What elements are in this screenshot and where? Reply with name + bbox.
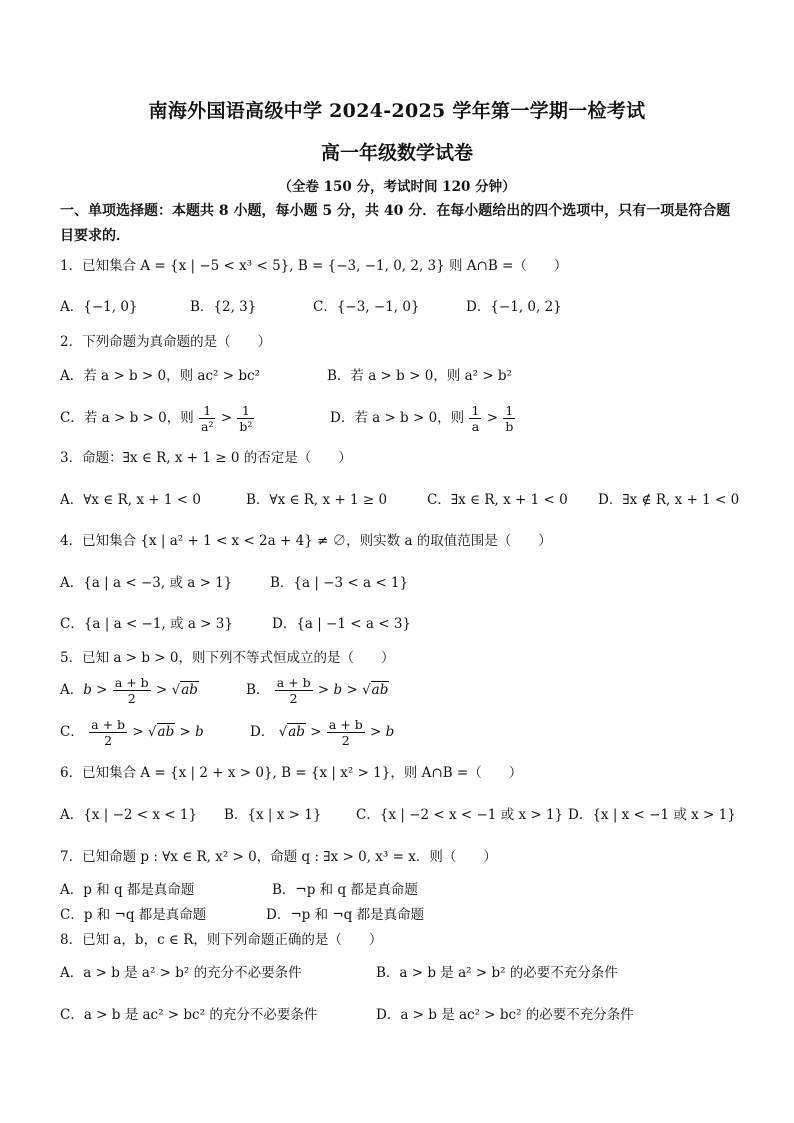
q4-option-a: A．{a | a < −3, 或 a > 1} (60, 575, 233, 591)
greater-than: > (220, 410, 233, 426)
frac-denominator: 2 (341, 733, 350, 748)
q7-option-c: C．p 和 ¬q 都是真命题 (60, 907, 207, 923)
q6-option-d: D．{x | x < −1 或 x > 1} (568, 807, 736, 823)
option-label: D． (250, 724, 275, 740)
frac-numerator: a + b (328, 717, 363, 732)
q2-option-c (60, 400, 255, 436)
option-label: B． (246, 682, 270, 698)
greater-than: > (317, 682, 330, 698)
q7-stem: 7．已知命题 p : ∀x ∈ R, x² > 0，命题 q : ∃x > 0, x³ = x．则（ ） (60, 849, 497, 865)
sqrt-icon: √ (278, 724, 288, 740)
frac-denominator: 2 (104, 733, 113, 748)
q5-stem: 5．已知 a > b > 0，则下列不等式恒成立的是（ ） (60, 650, 395, 666)
q5-b-fraction (275, 675, 313, 706)
q8-option-d: D．a > b 是 ac² > bc² 的必要不充分条件 (376, 1007, 634, 1023)
q1-option-d: D．{−1, 0, 2} (466, 299, 562, 315)
frac-numerator: 1 (199, 403, 215, 419)
frac-denominator: b² (239, 419, 253, 434)
greater-than: > (179, 724, 191, 740)
q2-d-fraction-1 (469, 403, 481, 434)
sqrt-radicand: ab (288, 724, 305, 740)
q5-option-b (246, 672, 389, 708)
frac-numerator: 1 (471, 403, 480, 418)
greater-than: > (155, 682, 168, 698)
q2-option-c-text: C．若 a > b > 0，则 (60, 410, 194, 426)
q4-option-c: C．{a | a < −1, 或 a > 3} (60, 616, 233, 632)
q7-option-a: A．p 和 q 都是真命题 (60, 882, 195, 898)
greater-than: > (346, 682, 358, 698)
frac-numerator: a + b (276, 675, 311, 690)
q5-c-fraction (89, 717, 127, 748)
q2-stem: 2．下列命题为真命题的是（ ） (60, 334, 272, 350)
greater-than: > (486, 410, 499, 426)
var-b: b (385, 724, 395, 740)
section-heading: 一、单项选择题：本题共 8 小题，每小题 5 分，共 40 分．在每小题给出的四个选项中，只有一项是符合题目要求的． (60, 203, 731, 244)
option-label: C． (60, 724, 84, 740)
q8-option-a: A．a > b 是 a² > b² 的充分不必要条件 (60, 965, 302, 981)
q2-c-fraction-1 (199, 403, 215, 434)
var-b: b (195, 724, 204, 740)
q1-option-a: A．{−1, 0} (60, 299, 138, 315)
q8-option-c: C．a > b 是 ac² > bc² 的充分不必要条件 (60, 1007, 318, 1023)
sqrt-radicand: ab (157, 724, 175, 740)
exam-subtitle: 高一年级数学试卷 (320, 142, 473, 164)
frac-denominator: 2 (289, 691, 298, 706)
q3-option-b: B．∀x ∈ R, x + 1 ≥ 0 (246, 492, 388, 508)
q5-d-fraction (327, 717, 365, 748)
frac-denominator: 2 (127, 691, 136, 706)
option-label: A． (60, 682, 84, 698)
q8-stem: 8．已知 a，b，c ∈ R，则下列命题正确的是（ ） (60, 932, 383, 948)
q5-option-d (250, 714, 394, 750)
q1-option-b: B．{2, 3} (190, 299, 257, 315)
q6-option-c: C．{x | −2 < x < −1 或 x > 1} (356, 807, 564, 823)
q4-option-b: B．{a | −3 < a < 1} (270, 575, 409, 591)
q4-option-d: D．{a | −1 < a < 3} (272, 616, 412, 632)
frac-numerator: 1 (503, 403, 515, 419)
frac-numerator: a + b (91, 717, 126, 732)
q1-option-c: C．{−3, −1, 0} (313, 299, 420, 315)
q5-a-fraction (113, 675, 151, 706)
var-b: b (333, 682, 343, 698)
greater-than: > (96, 682, 108, 698)
q5-option-a (60, 672, 199, 708)
q3-stem: 3．命题：∃x ∈ R, x + 1 ≥ 0 的否定是（ ） (60, 450, 352, 466)
q7-option-d: D．¬p 和 ¬q 都是真命题 (266, 907, 425, 923)
q6-option-b: B．{x | x > 1} (224, 807, 322, 823)
greater-than: > (310, 724, 322, 740)
greater-than: > (132, 724, 144, 740)
q2-option-d (330, 400, 516, 436)
sqrt-icon: √ (171, 682, 181, 698)
q2-d-fraction-2 (503, 403, 515, 434)
q3-option-a: A．∀x ∈ R, x + 1 < 0 (60, 492, 201, 508)
q7-option-b: B．¬p 和 q 都是真命题 (272, 882, 418, 898)
q2-option-d-text: D．若 a > b > 0，则 (330, 410, 465, 426)
frac-denominator: a (471, 419, 480, 434)
q3-option-c: C．∃x ∈ R, x + 1 < 0 (427, 492, 568, 508)
q6-stem: 6．已知集合 A = {x | 2 + x > 0}, B = {x | x² > 1}，则 A∩B =（ ） (60, 765, 523, 781)
frac-denominator: b (505, 419, 514, 434)
q8-option-b: B．a > b 是 a² > b² 的必要不充分条件 (376, 965, 618, 981)
q6-option-a: A．{x | −2 < x < 1} (60, 807, 198, 823)
frac-numerator: a + b (114, 675, 149, 690)
sqrt-radicand: ab (181, 682, 198, 698)
q2-c-fraction-2 (237, 403, 254, 434)
q4-stem: 4．已知集合 {x | a² + 1 < x < 2a + 4} ≠ ∅，则实数 a 的取值范围是（ ） (60, 533, 552, 549)
q3-option-d: D．∃x ∉ R, x + 1 < 0 (598, 492, 740, 508)
exam-title: 南海外国语高级中学 2024-2025 学年第一学期一检考试 (148, 100, 646, 122)
sqrt-icon: √ (147, 724, 157, 740)
exam-note: （全卷 150 分，考试时间 120 分钟） (278, 179, 516, 195)
frac-denominator: a² (201, 419, 214, 434)
frac-numerator: 1 (237, 403, 254, 419)
q2-option-a: A．若 a > b > 0，则 ac² > bc² (60, 368, 260, 384)
greater-than: > (370, 724, 382, 740)
var-b: b (83, 682, 92, 698)
sqrt-icon: √ (362, 682, 371, 698)
q1-stem: 1．已知集合 A = {x | −5 < x³ < 5}, B = {−3, −1, 0, 2, 3} 则 A∩B =（ ） (60, 258, 568, 274)
q2-option-b: B．若 a > b > 0，则 a² > b² (327, 368, 512, 384)
q5-option-c (60, 714, 204, 750)
sqrt-radicand: ab (371, 682, 389, 698)
